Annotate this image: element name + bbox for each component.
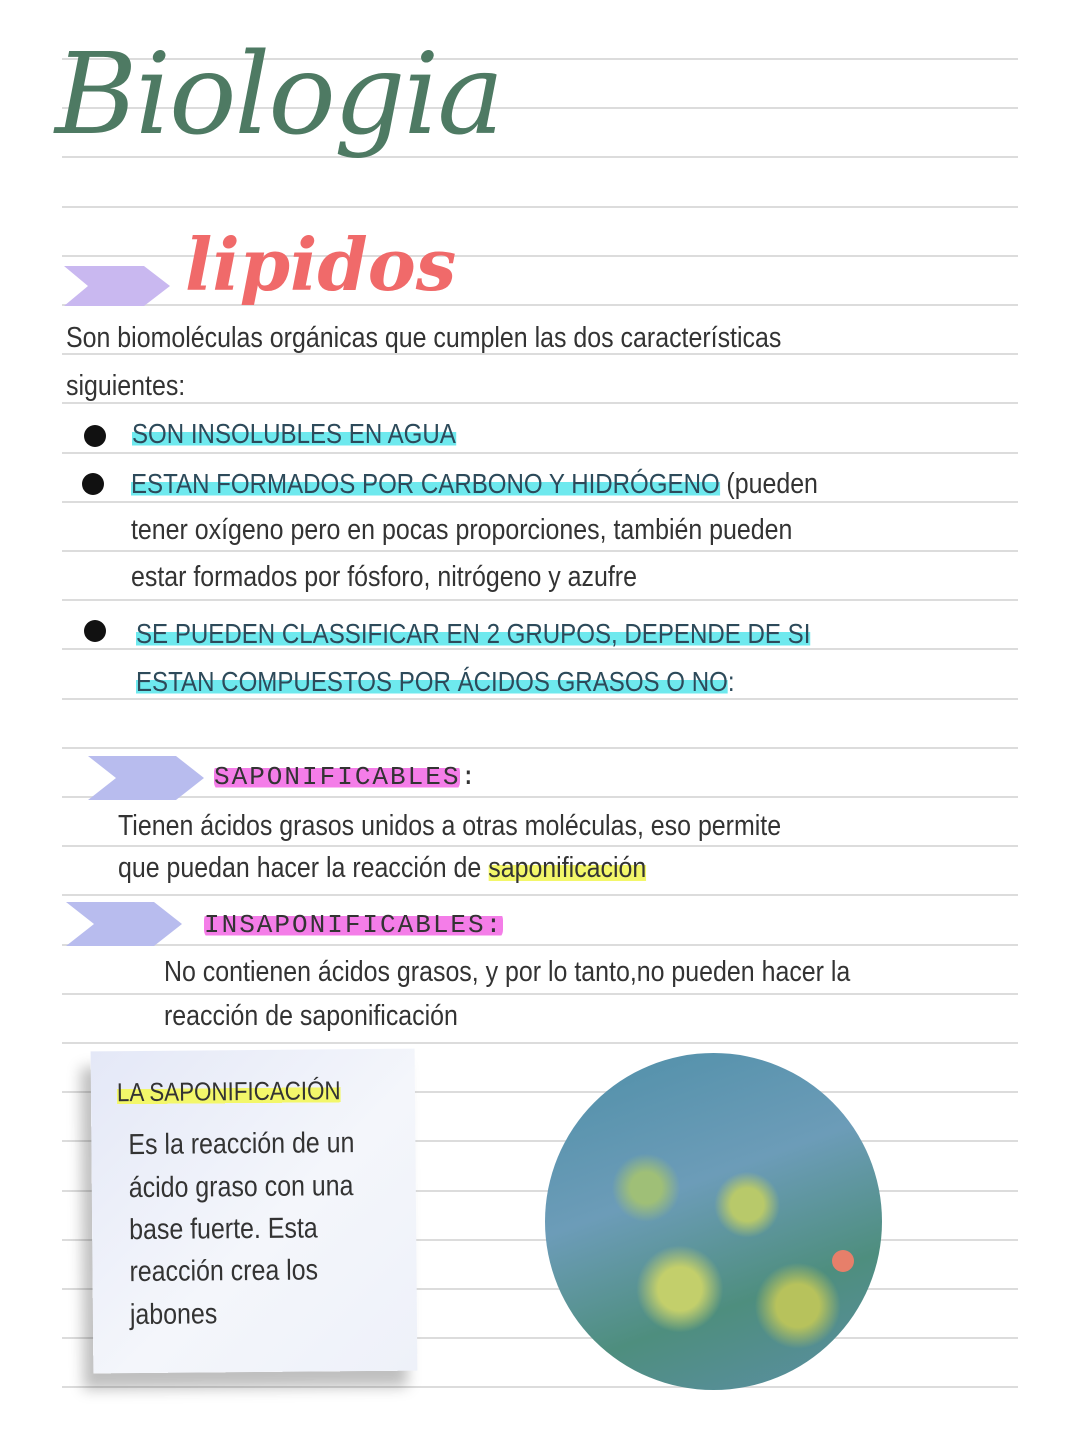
rule-line: [62, 206, 1018, 208]
bullet-text: SE PUEDEN CLASSIFICAR EN 2 GRUPOS, DEPENDE DE SI: [136, 618, 811, 649]
note-line: ácido graso con una: [128, 1170, 354, 1205]
bullet-icon: [84, 620, 106, 642]
rule-line: [62, 501, 1018, 503]
saponificables-text: [118, 852, 646, 885]
water-lilies-painting-image: [545, 1053, 882, 1390]
note-heading: LA SAPONIFICACIÓN: [116, 1075, 341, 1108]
bullet-text: ESTAN COMPUESTOS POR ÁCIDOS GRASOS O NO: [136, 666, 728, 697]
rule-line: [62, 894, 1018, 896]
rule-line: [62, 599, 1018, 601]
rule-line: [62, 402, 1018, 404]
highlighted-term: saponificación: [488, 852, 647, 884]
page-title: Biologia: [55, 30, 503, 160]
flower-detail: [832, 1250, 854, 1272]
intro-line: siguientes:: [66, 370, 186, 402]
colon: :: [460, 762, 479, 792]
chevron-arrow-icon: [66, 902, 184, 946]
rule-line: [62, 452, 1018, 454]
rule-line: [62, 944, 1018, 946]
chevron-arrow-icon: [88, 756, 206, 800]
bullet-text-rest: (pueden: [726, 468, 818, 500]
note-line: reacción crea los: [129, 1254, 319, 1289]
insaponificables-text: No contienen ácidos grasos, y por lo tanto,no pueden hacer la: [164, 956, 851, 988]
rule-line: [62, 698, 1018, 700]
bullet-text: SON INSOLUBLES EN AGUA: [132, 418, 456, 449]
rule-line: [62, 993, 1018, 995]
bullet-text: tener oxígeno pero en pocas proporciones, también pueden: [131, 514, 793, 546]
bullet-icon: [82, 473, 104, 495]
insaponificables-text: reacción de saponificación: [164, 1000, 458, 1032]
intro-line: Son biomoléculas orgánicas que cumplen las dos características: [66, 322, 782, 354]
rule-line: [62, 1386, 1018, 1388]
chevron-arrow-icon: [64, 266, 172, 306]
bullet-text: ESTAN FORMADOS POR CARBONO Y HIDRÓGENO: [131, 468, 720, 499]
insaponificables-heading: INSAPONIFICABLES:: [204, 910, 504, 940]
sticky-note: [91, 1049, 418, 1374]
note-line: jabones: [129, 1298, 218, 1332]
note-line: Es la reacción de un: [128, 1127, 355, 1162]
rule-line: [62, 747, 1018, 749]
text: que puedan hacer la reacción de: [118, 852, 482, 884]
rule-line: [62, 1042, 1018, 1044]
section-title: lipidos: [185, 222, 457, 307]
note-line: base fuerte. Esta: [129, 1212, 318, 1247]
bullet-icon: [84, 425, 106, 447]
rule-line: [62, 550, 1018, 552]
rule-line: [62, 845, 1018, 847]
bullet-colon: :: [727, 666, 735, 697]
bullet-text: estar formados por fósforo, nitrógeno y azufre: [131, 561, 637, 593]
saponificables-text: Tienen ácidos grasos unidos a otras moléculas, eso permite: [118, 810, 782, 842]
saponificables-heading: SAPONIFICABLES: [214, 762, 461, 792]
